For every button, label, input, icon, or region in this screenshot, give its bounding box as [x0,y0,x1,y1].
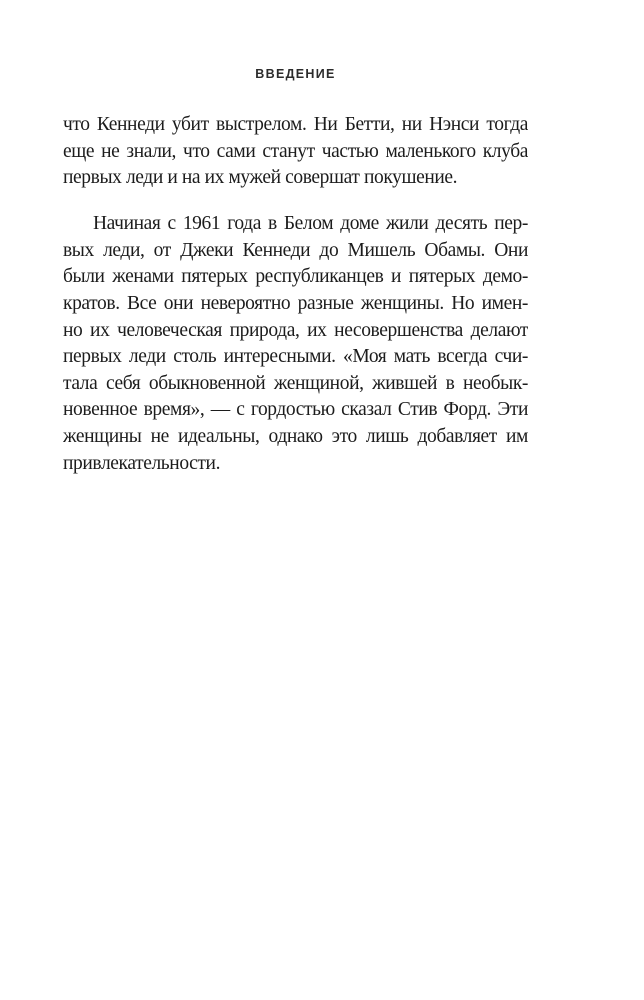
text-line: первых леди столь интересными. «Моя мать всегда счи- [63,346,528,368]
text-line: что Кеннеди убит выстрелом. Ни Бетти, ни Нэнси тогда [63,114,528,135]
text-line: были женами пятерых республиканцев и пятерых демо- [63,266,528,288]
text-line: тала себя обыкновенной женщиной, жившей в необык- [63,372,528,394]
body-text-block [63,112,528,497]
text-line: Начиная с 1961 года в Белом доме жили десять пер- [93,213,528,235]
text-line: новенное время», — с гордостью сказал Стив Форд. Эти [63,399,528,421]
text-line: привлекательности. [63,452,221,474]
text-line: но их человеческая природа, их несовершенства делают [63,319,528,341]
running-head-chapter-title: ВВЕДЕНИЕ [255,67,336,81]
text-line: первых леди и на их мужей совершат покушение. [63,167,458,189]
text-line: кратов. Все они невероятно разные женщины. Но имен- [63,293,528,315]
text-line: вых леди, от Джеки Кеннеди до Мишель Обамы. Они [63,239,528,261]
text-line: женщины не идеальны, однако это лишь добавляет им [63,426,528,448]
text-line: еще не знали, что сами станут частью маленького клуба [63,140,528,162]
